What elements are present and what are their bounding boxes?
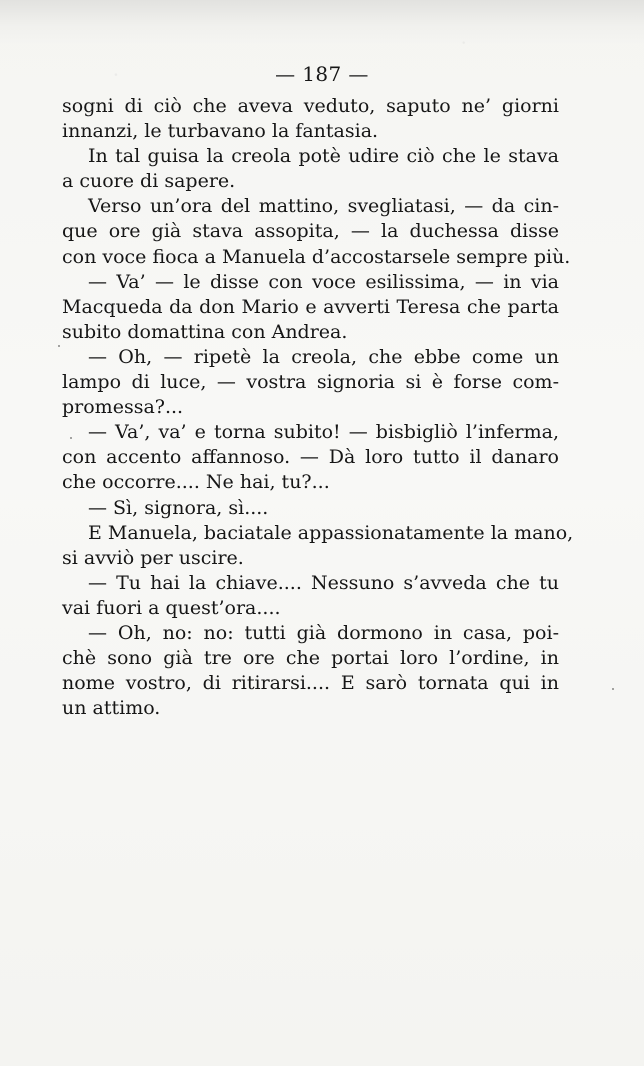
text-line-8: — Va’ — le disse con voce esilissima, — in via xyxy=(88,270,559,293)
text-line-2: innanzi, le turbavano la fantasia. xyxy=(62,120,379,143)
text-line-12: lampo di luce, — vostra signoria si è forse com- xyxy=(62,371,559,394)
text-line-9: Macqueda da don Mario e avverti Teresa che parta xyxy=(62,295,559,318)
scan-speck xyxy=(612,688,614,690)
body-text xyxy=(62,94,574,721)
text-line-23: chè sono già tre ore che portai loro l’ordine, in xyxy=(62,647,559,670)
text-line-17: — Sì, signora, sì.... xyxy=(88,496,269,519)
text-line-5: Verso un’ora del mattino, svegliatasi, — da cin- xyxy=(88,195,559,218)
text-line-1: sogni di ciò che aveva veduto, saputo ne’ giorni xyxy=(62,95,559,117)
page-number: — 187 — xyxy=(275,62,369,86)
text-line-14: — Va’, va’ e torna subito! — bisbigliò l’inferma, xyxy=(88,421,559,444)
text-line-21: vai fuori a quest’ora.... xyxy=(62,596,281,619)
text-line-18: E Manuela, baciatale appassionatamente la mano, xyxy=(88,521,574,544)
text-line-15: con accento affannoso. — Dà loro tutto il danaro xyxy=(62,446,559,469)
text-line-13: promessa?... xyxy=(62,396,184,419)
scan-top-shadow xyxy=(0,0,644,46)
text-line-20: — Tu hai la chiave.... Nessuno s’avveda che tu xyxy=(88,571,559,594)
scan-speck xyxy=(70,437,72,439)
text-line-4: a cuore di sapere. xyxy=(62,170,236,193)
text-line-3: In tal guisa la creola potè udire ciò che le stava xyxy=(88,145,559,168)
scan-speck xyxy=(58,345,60,347)
text-line-6: que ore già stava assopita, — la duchessa disse xyxy=(62,220,559,243)
text-line-25: un attimo. xyxy=(62,697,161,720)
text-line-10: subito domattina con Andrea. xyxy=(62,320,348,343)
text-line-24: nome vostro, di ritirarsi.... E sarò tornata qui in xyxy=(62,672,559,695)
text-line-11: — Oh, — ripetè la creola, che ebbe come un xyxy=(88,345,559,368)
text-line-7: con voce fioca a Manuela d’accostarsele sempre più. xyxy=(62,245,571,268)
text-line-22: — Oh, no: no: tutti già dormono in casa, poi- xyxy=(88,621,559,644)
text-line-16: che occorre.... Ne hai, tu?... xyxy=(62,471,330,494)
text-line-19: si avviò per uscire. xyxy=(62,546,244,569)
